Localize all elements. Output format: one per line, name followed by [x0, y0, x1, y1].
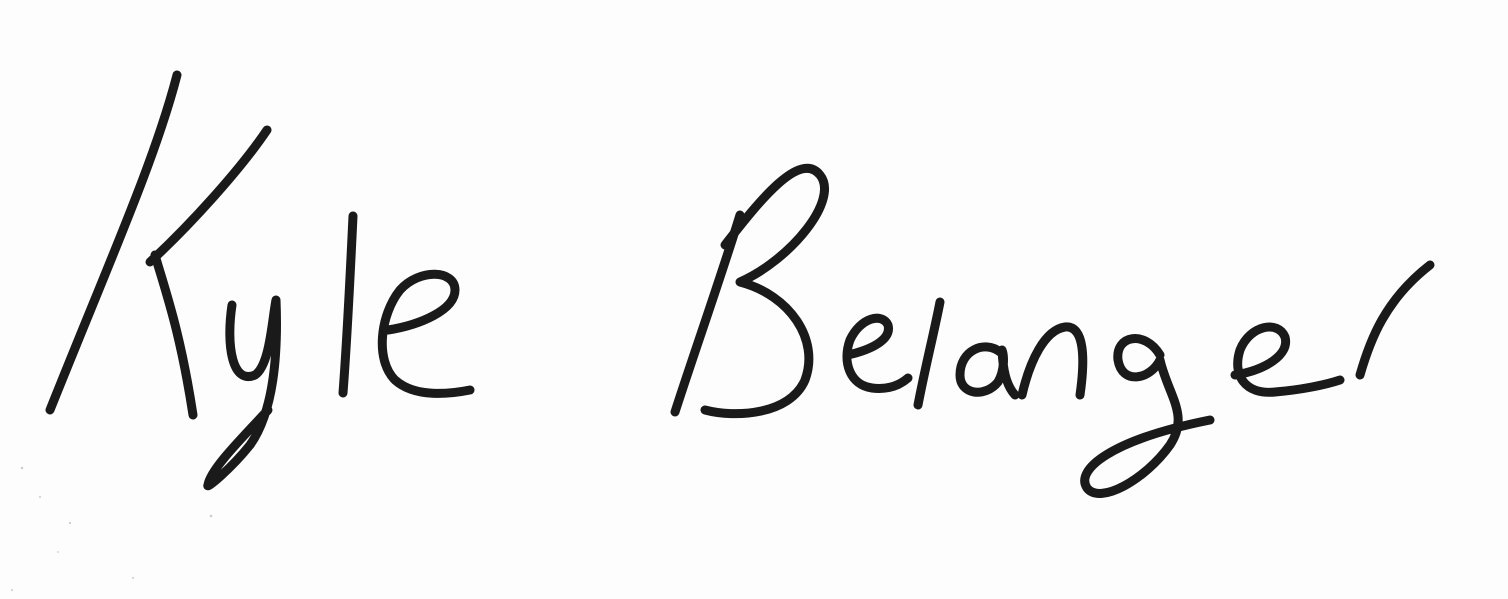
- letter-n: [1022, 327, 1083, 395]
- letter-r: [1360, 265, 1430, 375]
- letter-l-2: [918, 302, 940, 405]
- letter-k-stem: [50, 75, 177, 410]
- letter-e-2: [847, 318, 908, 388]
- letter-a: [960, 347, 1015, 395]
- letter-e: [382, 274, 470, 393]
- signature-first-name: [50, 75, 470, 486]
- letter-e-3: [1235, 327, 1340, 392]
- signature-last-name: [675, 168, 1430, 493]
- letter-g: [1085, 339, 1210, 494]
- letter-k-arm: [150, 130, 267, 262]
- letter-k-leg: [155, 255, 193, 415]
- letter-b-bowls: [705, 168, 825, 413]
- scan-noise: [11, 467, 212, 591]
- letter-y: [208, 300, 277, 486]
- letter-l: [343, 216, 353, 393]
